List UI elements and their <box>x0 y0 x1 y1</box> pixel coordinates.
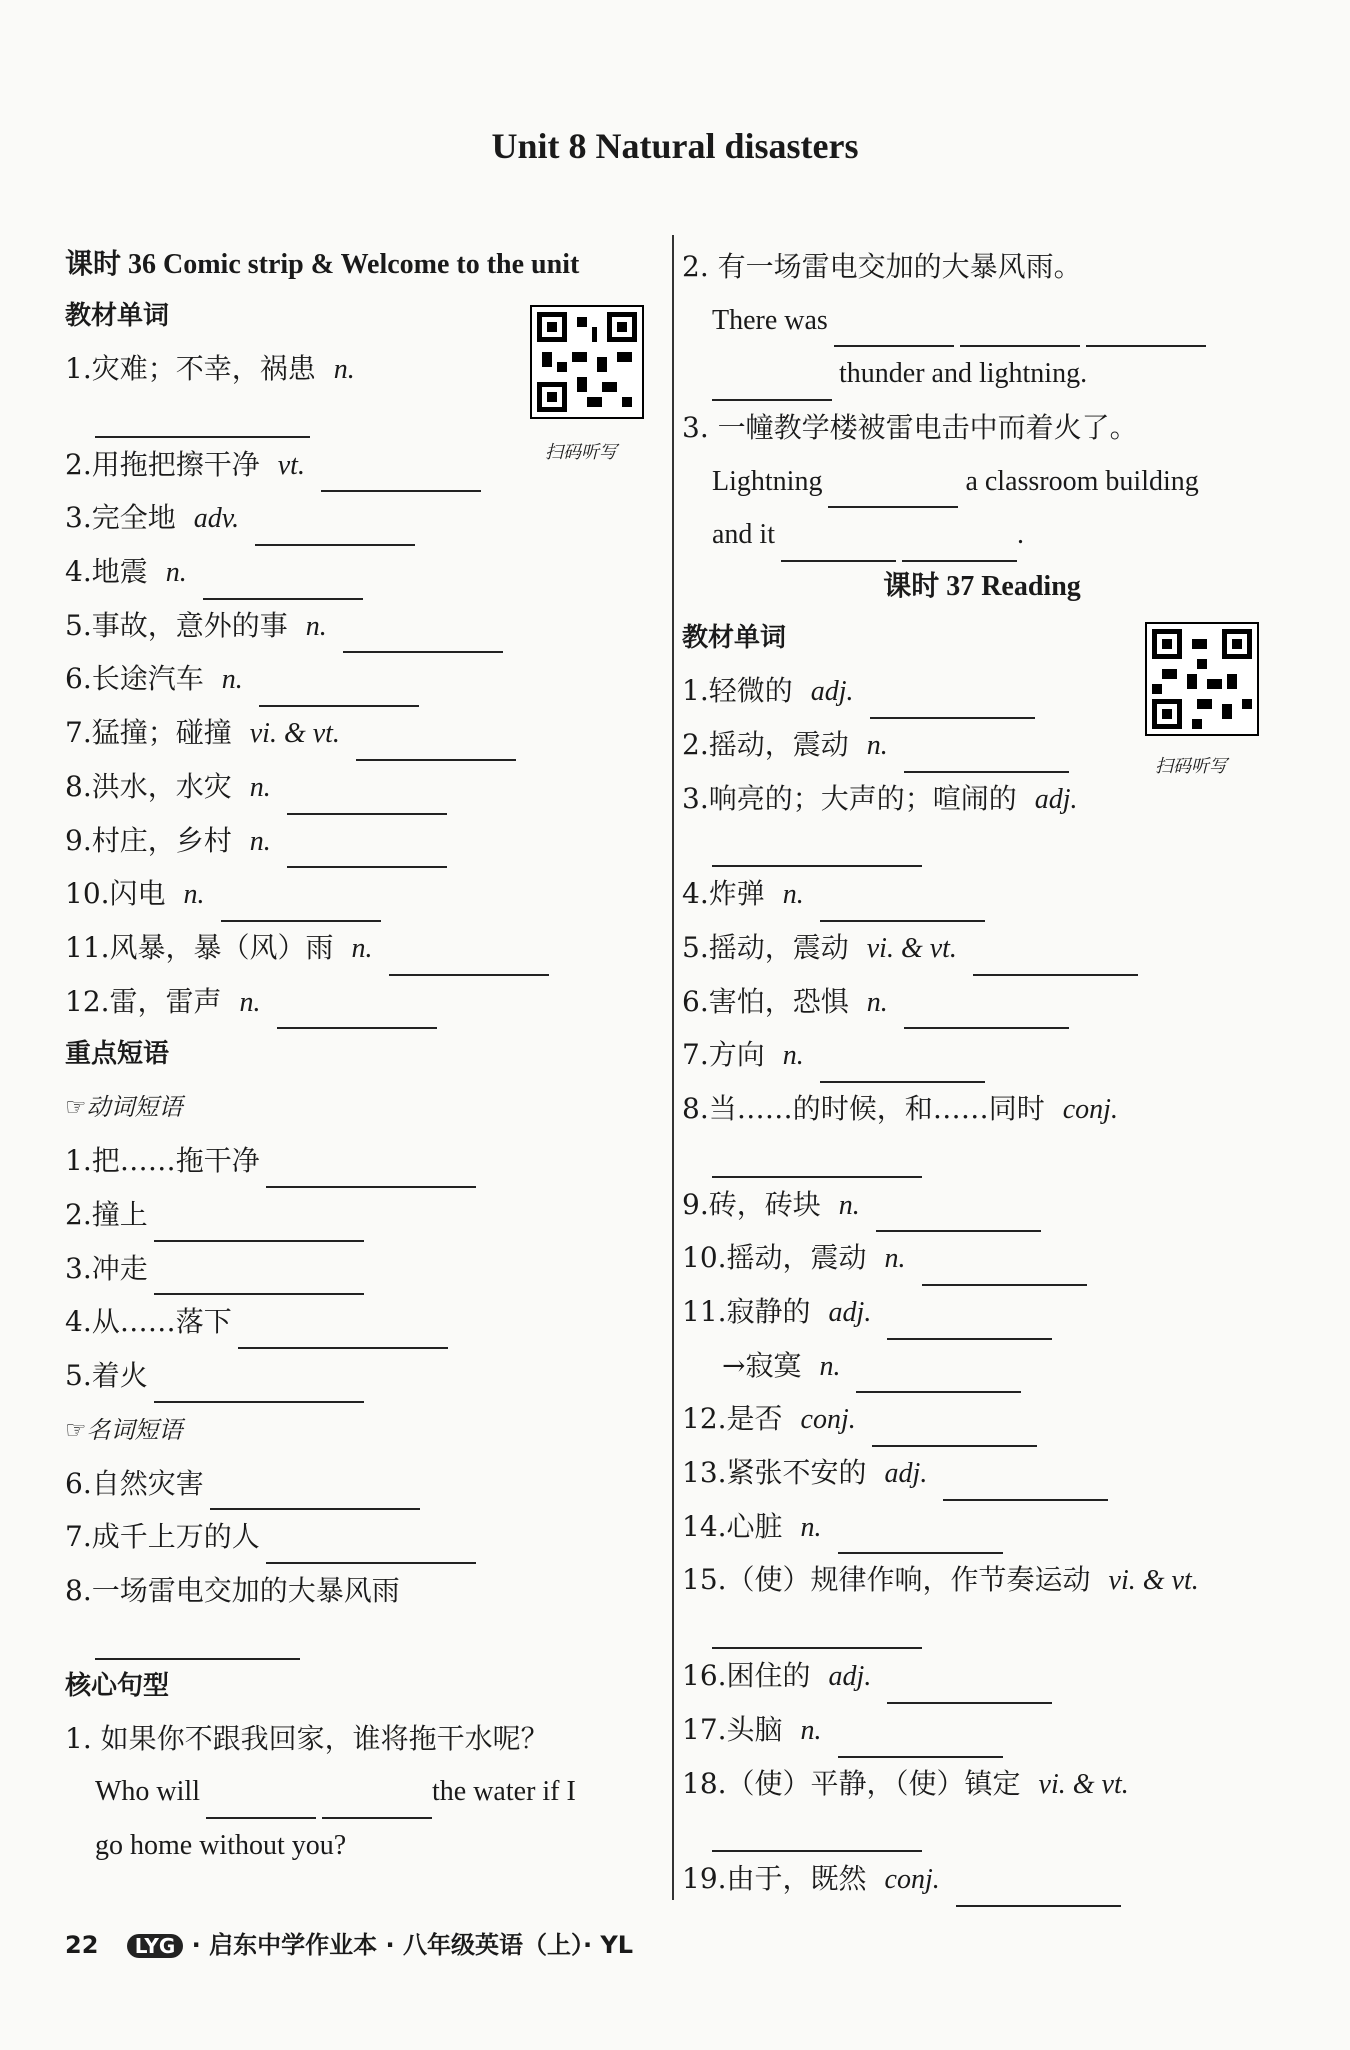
phrase-item: 5.着火 <box>65 1349 655 1403</box>
sentence-en-cont: go home without you? <box>95 1830 347 1862</box>
answer-blank[interactable] <box>259 671 419 707</box>
answer-blank[interactable] <box>206 1783 316 1819</box>
vocab-item: 9.砖，砖块 n. <box>682 1178 1282 1232</box>
answer-blank[interactable] <box>221 886 381 922</box>
answer-blank[interactable] <box>828 472 958 508</box>
answer-blank[interactable] <box>154 1206 364 1242</box>
vocab-item: 12.是否 conj. <box>682 1392 1282 1446</box>
vocab-item: 9.村庄，乡村 n. <box>65 814 655 868</box>
answer-blank[interactable] <box>712 1136 922 1178</box>
answer-blank[interactable] <box>266 1152 476 1188</box>
qr-code-icon <box>1145 622 1259 736</box>
vocab-item: 1.灾难；不幸，祸患 n. <box>65 352 355 385</box>
vocab-item: 5.摇动，震动 vi. & vt. <box>682 921 1282 975</box>
answer-blank[interactable] <box>834 311 954 347</box>
vocab-item: 16.困住的 adj. <box>682 1649 1282 1703</box>
qr-label: 扫码听写 <box>1155 756 1227 777</box>
answer-blank[interactable] <box>781 526 896 562</box>
answer-blank[interactable] <box>960 311 1080 347</box>
vocab-item: 6.长途汽车 n. <box>65 652 655 706</box>
answer-blank[interactable] <box>266 1528 476 1564</box>
sentence-cn: 3. 一幢教学楼被雷电击中而着火了。 <box>682 411 1138 445</box>
vocab-item: 5.事故，意外的事 n. <box>65 599 655 653</box>
phrase-item: 2.撞上 <box>65 1188 655 1242</box>
sentence-cn: 1. 如果你不跟我回家，谁将拖干水呢？ <box>65 1721 549 1755</box>
answer-blank[interactable] <box>712 1607 922 1649</box>
vocab-heading: 教材单词 <box>682 623 787 654</box>
answer-blank[interactable] <box>389 940 549 976</box>
phrase-item: 7.成千上万的人 <box>65 1510 655 1564</box>
answer-blank[interactable] <box>943 1465 1108 1501</box>
verb-phrase-subheading: ☞动词短语 <box>65 1093 183 1122</box>
vocab-item: 10.摇动，震动 n. <box>682 1231 1282 1285</box>
vocab-item: 2.用拖把擦干净 vt. <box>65 438 655 492</box>
vocab-item: 7.方向 n. <box>682 1028 1282 1082</box>
phrase-item: 1.把……拖干净 <box>65 1134 655 1188</box>
answer-blank[interactable] <box>820 1047 985 1083</box>
vocab-item: 3.响亮的；大声的；喧闹的 adj. <box>682 781 1078 815</box>
answer-blank[interactable] <box>277 993 437 1029</box>
qr-code-icon <box>530 305 644 419</box>
answer-blank[interactable] <box>902 526 1017 562</box>
vocab-item: 19.由于，既然 conj. <box>682 1852 1282 1906</box>
answer-blank[interactable] <box>838 1518 1003 1554</box>
answer-blank[interactable] <box>287 779 447 815</box>
answer-blank[interactable] <box>820 886 985 922</box>
answer-blank[interactable] <box>838 1722 1003 1758</box>
answer-blank[interactable] <box>154 1259 364 1295</box>
answer-blank[interactable] <box>287 832 447 868</box>
sentence-en-cont: thunder and lightning. <box>712 347 1282 401</box>
vocab-item: 18.（使）平静，（使）镇定 vi. & vt. <box>682 1766 1129 1800</box>
answer-blank[interactable] <box>1086 311 1206 347</box>
footer-text: · 启东中学作业本 · 八年级英语（上）· YL <box>191 1931 634 1959</box>
vocab-item: 10.闪电 n. <box>65 867 655 921</box>
answer-blank[interactable] <box>255 510 415 546</box>
answer-blank[interactable] <box>904 737 1069 773</box>
answer-blank[interactable] <box>95 1618 300 1660</box>
answer-blank[interactable] <box>95 396 310 438</box>
answer-blank[interactable] <box>203 564 363 600</box>
left-column <box>65 240 655 1873</box>
answer-blank[interactable] <box>876 1196 1041 1232</box>
column-divider <box>672 235 674 1900</box>
answer-blank[interactable] <box>321 456 481 492</box>
vocab-item: 13.紧张不安的 adj. <box>682 1446 1282 1500</box>
noun-phrase-subheading: ☞名词短语 <box>65 1415 183 1444</box>
lesson-36-heading: 课时 36 Comic strip & Welcome to the unit <box>65 249 580 280</box>
page-number: 22 <box>65 1931 99 1959</box>
answer-blank[interactable] <box>887 1304 1052 1340</box>
vocab-item: 3.完全地 adv. <box>65 491 655 545</box>
answer-blank[interactable] <box>154 1367 364 1403</box>
vocab-heading: 教材单词 <box>65 301 170 331</box>
sentence-en-cont: and it . <box>712 508 1282 562</box>
answer-blank[interactable] <box>870 683 1035 719</box>
answer-blank[interactable] <box>887 1668 1052 1704</box>
sentence-cn: 2. 有一场雷电交加的大暴风雨。 <box>682 250 1082 283</box>
vocab-item: 14.心脏 n. <box>682 1500 1282 1554</box>
sentence-en: There was <box>712 294 1282 348</box>
answer-blank[interactable] <box>973 940 1138 976</box>
sentence-heading: 核心句型 <box>65 1670 170 1701</box>
vocab-item: 12.雷，雷声 n. <box>65 975 655 1029</box>
answer-blank[interactable] <box>238 1313 448 1349</box>
vocab-item: 17.头脑 n. <box>682 1703 1282 1757</box>
vocab-item: 1.轻微的 adj. <box>682 664 1282 718</box>
answer-blank[interactable] <box>712 1810 922 1852</box>
answer-blank[interactable] <box>356 725 516 761</box>
answer-blank[interactable] <box>856 1357 1021 1393</box>
vocab-item: 6.害怕，恐惧 n. <box>682 975 1282 1029</box>
vocab-item: 15.（使）规律作响，作节奏运动 vi. & vt. <box>682 1563 1199 1597</box>
page-title: Unit 8 Natural disasters <box>491 126 859 166</box>
answer-blank[interactable] <box>343 617 503 653</box>
vocab-item: 4.地震 n. <box>65 545 655 599</box>
answer-blank[interactable] <box>904 993 1069 1029</box>
right-column <box>682 240 1282 1906</box>
answer-blank[interactable] <box>956 1871 1121 1907</box>
phrase-item: 3.冲走 <box>65 1242 655 1296</box>
qr-label: 扫码听写 <box>545 442 617 463</box>
publisher-logo: LYG <box>127 1934 184 1958</box>
vocab-item: 7.猛撞；碰撞 vi. & vt. <box>65 706 655 760</box>
vocab-item: 11.寂静的 adj. <box>682 1285 1282 1339</box>
vocab-item: 2.摇动，震动 n. <box>682 718 1282 772</box>
page-footer <box>65 1925 633 1960</box>
vocab-item: 8.洪水，水灾 n. <box>65 760 655 814</box>
lesson-37-heading: 课时 37 Reading <box>883 571 1081 603</box>
answer-blank[interactable] <box>322 1783 432 1819</box>
phrase-item: 6.自然灾害 <box>65 1457 655 1511</box>
vocab-item: 4.炸弹 n. <box>682 867 1282 921</box>
phrase-item: 8.一场雷电交加的大暴风雨 <box>65 1574 400 1608</box>
answer-blank[interactable] <box>872 1411 1037 1447</box>
vocab-item: 11.风暴，暴（风）雨 n. <box>65 921 655 975</box>
phrase-item: 4.从……落下 <box>65 1295 655 1349</box>
vocab-item: 8.当……的时候，和……同时 conj. <box>682 1091 1118 1125</box>
answer-blank[interactable] <box>210 1474 420 1510</box>
answer-blank[interactable] <box>712 825 922 867</box>
sentence-en: Who will the water if I <box>95 1765 655 1819</box>
answer-blank[interactable] <box>922 1250 1087 1286</box>
answer-blank[interactable] <box>712 365 832 401</box>
sentence-en: Lightning a classroom building <box>712 455 1282 509</box>
phrase-heading: 重点短语 <box>65 1039 170 1070</box>
vocab-item-derived: →寂寞 n. <box>682 1339 1282 1393</box>
